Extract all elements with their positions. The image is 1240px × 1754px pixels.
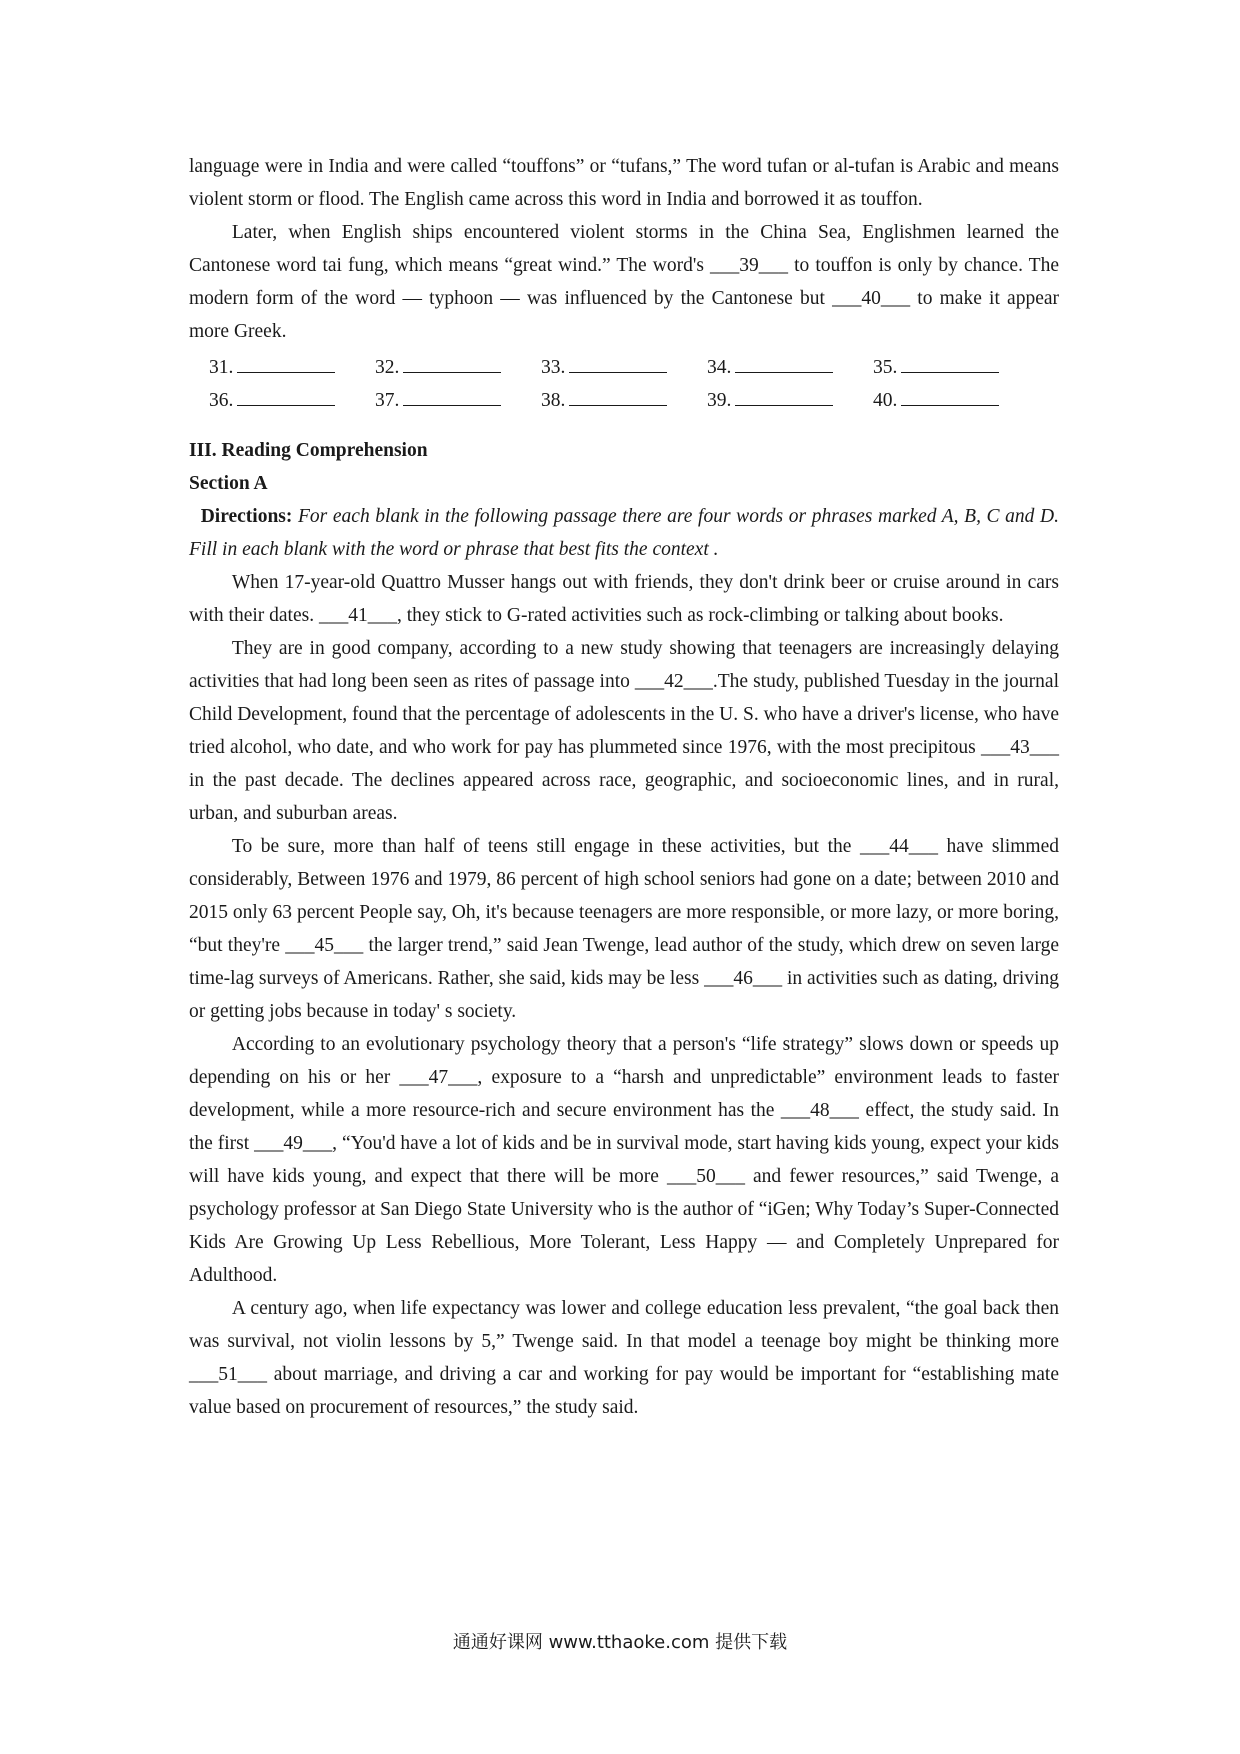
- answer-blank[interactable]: 38.: [541, 383, 707, 416]
- paragraph-typhoon-cantonese: Later, when English ships encountered violent storms in the China Sea, Englishmen learned the Cantonese word tai fung, which means “great wind.” The word's ___39___ to touffon is only by chance. The modern form of the word — typhoon — was influenced by the Cantonese but ___40___ to make it appear more Greek.: [189, 222, 1059, 342]
- directions-label: Directions:: [200, 506, 293, 527]
- answer-blank[interactable]: 39.: [707, 383, 873, 416]
- answer-blank[interactable]: 40.: [873, 383, 1039, 416]
- section-heading: III. Reading Comprehension: [189, 440, 428, 461]
- answer-blank[interactable]: 34.: [707, 350, 873, 383]
- passage-paragraph: To be sure, more than half of teens still engage in these activities, but the ___44___ have slimmed considerably, Between 1976 and 1979, 86 percent of high school seniors had gone on a date; between 2010 and 2015 only 63 percent People say, Oh, it's because teenagers are more responsible, or more lazy, or more boring, “but they're ___45___ the larger trend,” said Jean Twenge, lead author of the study, which drew on seven large time-lag surveys of Americans. Rather, she said, kids may be less ___46___ in activities such as dating, driving or getting jobs because in today' s society.: [189, 836, 1059, 1022]
- answer-blanks: [209, 350, 1059, 416]
- answer-row: [209, 350, 1059, 383]
- passage-paragraph: They are in good company, according to a new study showing that teenagers are increasingly delaying activities that had long been seen as rites of passage into ___42___.The study, published Tuesday in the journal Child Development, found that the percentage of adolescents in the U. S. who have a driver's license, who have tried alcohol, who date, and who work for pay has plummeted since 1976, with the most precipitous ___43___ in the past decade. The declines appeared across race, geographic, and socioeconomic lines, and in rural, urban, and suburban areas.: [189, 638, 1059, 824]
- answer-blank[interactable]: 35.: [873, 350, 1039, 383]
- passage-paragraph: A century ago, when life expectancy was lower and college education less prevalent, “the goal back then was survival, not violin lessons by 5,” Twenge said. In that model a teenage boy might be thinking more ___51___ about marriage, and driving a car and working for pay would be important for “establishing mate value based on procurement of resources,” the study said.: [189, 1298, 1059, 1418]
- passage-paragraph: When 17-year-old Quattro Musser hangs out with friends, they don't drink beer or cruise around in cars with their dates. ___41___, they stick to G-rated activities such as rock-climbing or talking about books.: [189, 572, 1059, 626]
- directions-text: For each blank in the following passage there are four words or phrases marked A, B, C and D. Fill in each blank with the word or phrase that best fits the context .: [189, 506, 1060, 560]
- answer-row: [209, 383, 1059, 416]
- answer-blank[interactable]: 31.: [209, 350, 375, 383]
- document-page: [189, 150, 1059, 1424]
- section-subheading: Section A: [189, 473, 268, 494]
- answer-blank[interactable]: 37.: [375, 383, 541, 416]
- answer-blank[interactable]: 36.: [209, 383, 375, 416]
- passage-paragraph: According to an evolutionary psychology theory that a person's “life strategy” slows down or speeds up depending on his or her ___47___, exposure to a “harsh and unpredictable” environment leads to faster development, while a more resource-rich and secure environment has the ___48___ effect, the study said. In the first ___49___, “You'd have a lot of kids and be in survival mode, start having kids young, expect your kids will have kids young, and expect that there will be more ___50___ and fewer resources,” said Twenge, a psychology professor at San Diego State University who is the author of “iGen; Why Today’s Super-Connected Kids Are Growing Up Less Rebellious, More Tolerant, Less Happy — and Completely Unprepared for Adulthood.: [189, 1034, 1059, 1286]
- paragraph-typhoon-origin: language were in India and were called “touffons” or “tufans,” The word tufan or al-tufan is Arabic and means violent storm or flood. The English came across this word in India and borrowed it as touffon.: [189, 156, 1059, 210]
- answer-blank[interactable]: 33.: [541, 350, 707, 383]
- directions: [189, 500, 1059, 566]
- answer-blank[interactable]: 32.: [375, 350, 541, 383]
- page-footer: 通通好课网 www.tthaoke.com 提供下载: [452, 1632, 788, 1653]
